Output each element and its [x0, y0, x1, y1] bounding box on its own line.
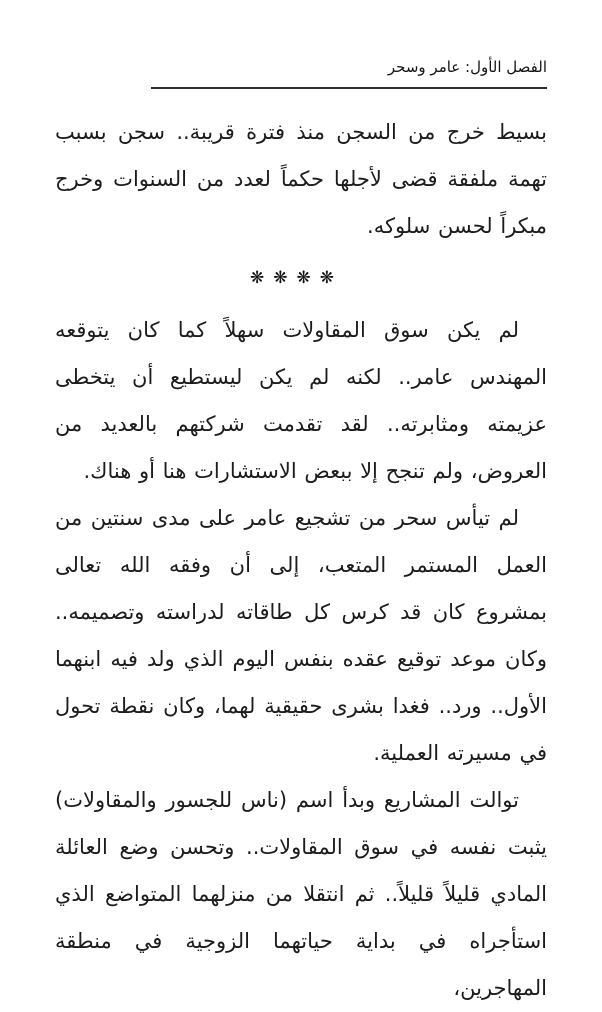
- chapter-title: الفصل الأول: عامر وسحر: [387, 58, 547, 76]
- paragraph: توالت المشاريع وبدأ اسم (ناس للجسور والمقاولات) يثبت نفسه في سوق المقاولات.. وتحسن وضع العائلة المادي قليلاً قليلاً.. ثم انتقلا من منزلهما المتواضع الذي استأجراه في بداية حياتهما الزوجية في منطقة المهاجرين،: [55, 788, 547, 1000]
- paragraph: لم تيأس سحر من تشجيع عامر على مدى سنتين من العمل المستمر المتعب، إلى أن وفقه الله تعالى بمشروع كان قد كرس كل طاقاته لدراسته وتصميمه.. وكان موعد توقيع عقده بنفس اليوم الذي ولد فيه ابنهما الأول.. ورد.. فغدا بشرى حقيقية لهما، وكان نقطة تحول في مسيرته العملية.: [55, 506, 547, 765]
- page-body: [55, 109, 547, 1012]
- header-divider-rule: [151, 87, 547, 89]
- paragraph: بسيط خرج من السجن منذ فترة قريبة.. سجن بسبب تهمة ملفقة قضى لأجلها حكماً لعدد من السنوات وخرج مبكراً لحسن سلوكه.: [55, 120, 547, 238]
- section-separator: ❋❋❋❋: [250, 268, 343, 288]
- paragraph: لم يكن سوق المقاولات سهلاً كما كان يتوقعه المهندس عامر.. لكنه لم يكن ليستطيع أن يتخطى عزيمته ومثابرته.. لقد تقدمت شركتهم بالعديد من العروض، ولم تنجح إلا ببعض الاستشارات هنا أو هناك.: [55, 318, 547, 483]
- running-header: [55, 56, 547, 89]
